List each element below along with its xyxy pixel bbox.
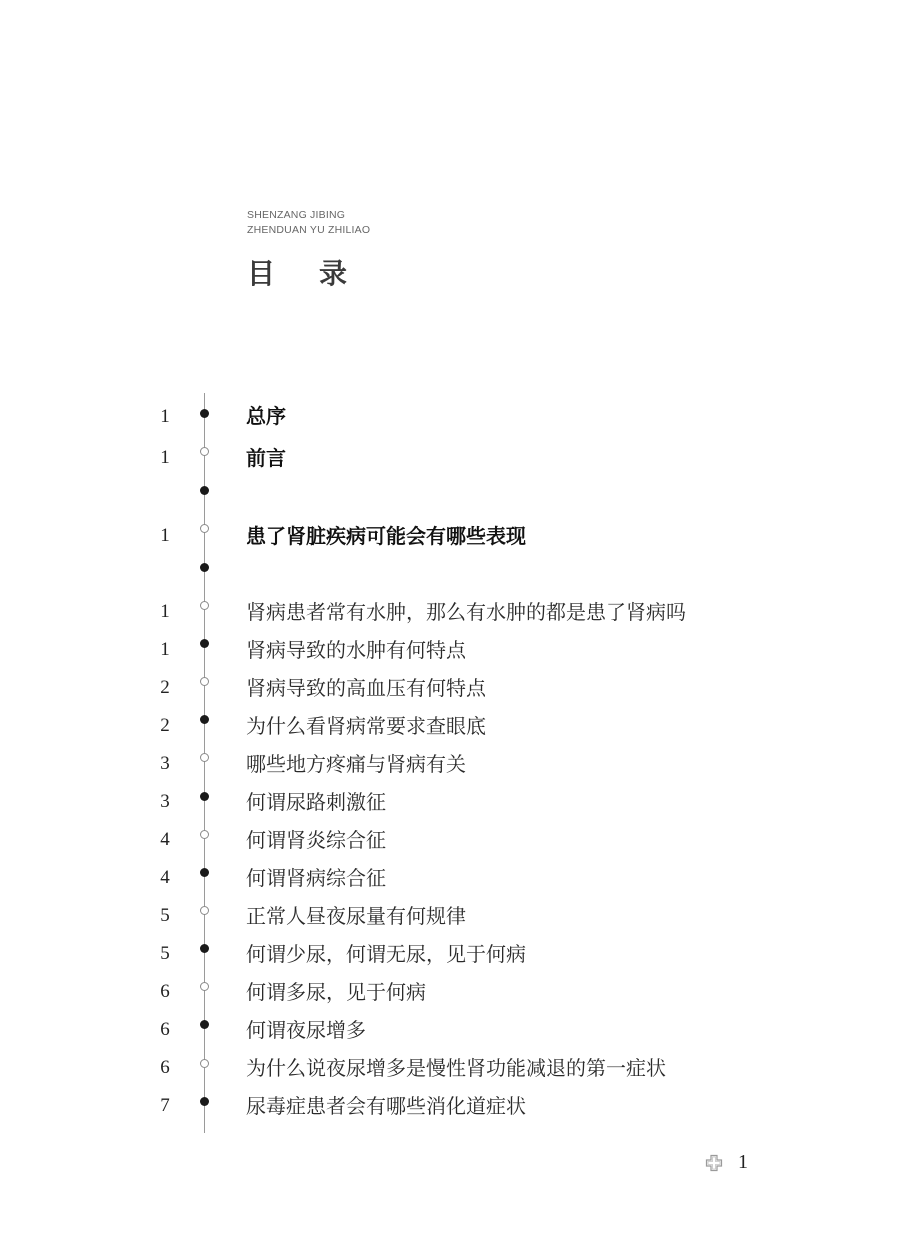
toc-entry-link[interactable]: 肾病患者常有水肿，那么有水肿的都是患了肾病吗	[246, 600, 686, 624]
timeline-dot	[200, 1059, 209, 1068]
toc-page-number: 7	[160, 1095, 170, 1116]
pinyin-line-1: SHENZANG JIBING	[247, 209, 346, 221]
toc-entry-link[interactable]: 何谓少尿，何谓无尿，见于何病	[246, 942, 526, 966]
toc-entry-link[interactable]: 尿毒症患者会有哪些消化道症状	[246, 1094, 526, 1118]
toc-page-number: 1	[160, 406, 170, 427]
toc-entry-link[interactable]: 哪些地方疼痛与肾病有关	[246, 752, 466, 776]
toc-section-heading[interactable]: 患了肾脏疾病可能会有哪些表现	[246, 524, 526, 548]
timeline-dot	[200, 792, 209, 801]
toc-page-number: 1	[160, 447, 170, 468]
toc-entry-link[interactable]: 何谓尿路刺激征	[246, 790, 386, 814]
timeline-dot	[200, 944, 209, 953]
timeline-dot	[200, 601, 209, 610]
toc-page-number: 6	[160, 981, 170, 1002]
toc-page-number: 1	[160, 525, 170, 546]
toc-page-number: 3	[160, 791, 170, 812]
timeline-dot	[200, 639, 209, 648]
timeline-dot	[200, 906, 209, 915]
toc-page-number: 4	[160, 867, 170, 888]
page-title: 目录	[247, 257, 392, 290]
toc-entry-link[interactable]: 总序	[246, 404, 286, 428]
toc-page-number: 5	[160, 905, 170, 926]
toc-page-number: 2	[160, 677, 170, 698]
toc-entry-link[interactable]: 肾病导致的高血压有何特点	[246, 676, 486, 700]
toc-page-number: 5	[160, 943, 170, 964]
toc-entry-link[interactable]: 何谓夜尿增多	[246, 1018, 366, 1042]
toc-page-number: 2	[160, 715, 170, 736]
timeline-dot	[200, 868, 209, 877]
timeline-dot	[200, 409, 209, 418]
toc-entry-link[interactable]: 何谓肾病综合征	[246, 866, 386, 890]
toc-entry-link[interactable]: 何谓肾炎综合征	[246, 828, 386, 852]
timeline-dot	[200, 447, 209, 456]
toc-entry-link[interactable]: 何谓多尿，见于何病	[246, 980, 426, 1004]
pinyin-subtitle	[247, 208, 370, 238]
toc-page-number: 4	[160, 829, 170, 850]
page-number: 1	[738, 1151, 748, 1173]
toc-page-number: 6	[160, 1057, 170, 1078]
toc-page-number: 1	[160, 601, 170, 622]
pinyin-line-2: ZHENDUAN YU ZHILIAO	[247, 224, 371, 236]
timeline-dot	[200, 1097, 209, 1106]
timeline-dot	[200, 677, 209, 686]
toc-page-number: 3	[160, 753, 170, 774]
toc-entry-link[interactable]: 肾病导致的水肿有何特点	[246, 638, 466, 662]
timeline-dot	[200, 982, 209, 991]
toc-page-number: 1	[160, 639, 170, 660]
toc-entry-link[interactable]: 为什么说夜尿增多是慢性肾功能减退的第一症状	[246, 1056, 666, 1080]
timeline-dot	[200, 1020, 209, 1029]
cross-icon	[705, 1154, 723, 1172]
toc-entry-link[interactable]: 前言	[246, 446, 286, 470]
timeline-dot	[200, 753, 209, 762]
toc-entry-link[interactable]: 为什么看肾病常要求查眼底	[246, 714, 486, 738]
toc-entry-link[interactable]: 正常人昼夜尿量有何规律	[246, 904, 466, 928]
timeline-dot	[200, 830, 209, 839]
timeline-dot	[200, 563, 209, 572]
toc-page-number: 6	[160, 1019, 170, 1040]
timeline-dot	[200, 486, 209, 495]
timeline-dot	[200, 524, 209, 533]
timeline-dot	[200, 715, 209, 724]
